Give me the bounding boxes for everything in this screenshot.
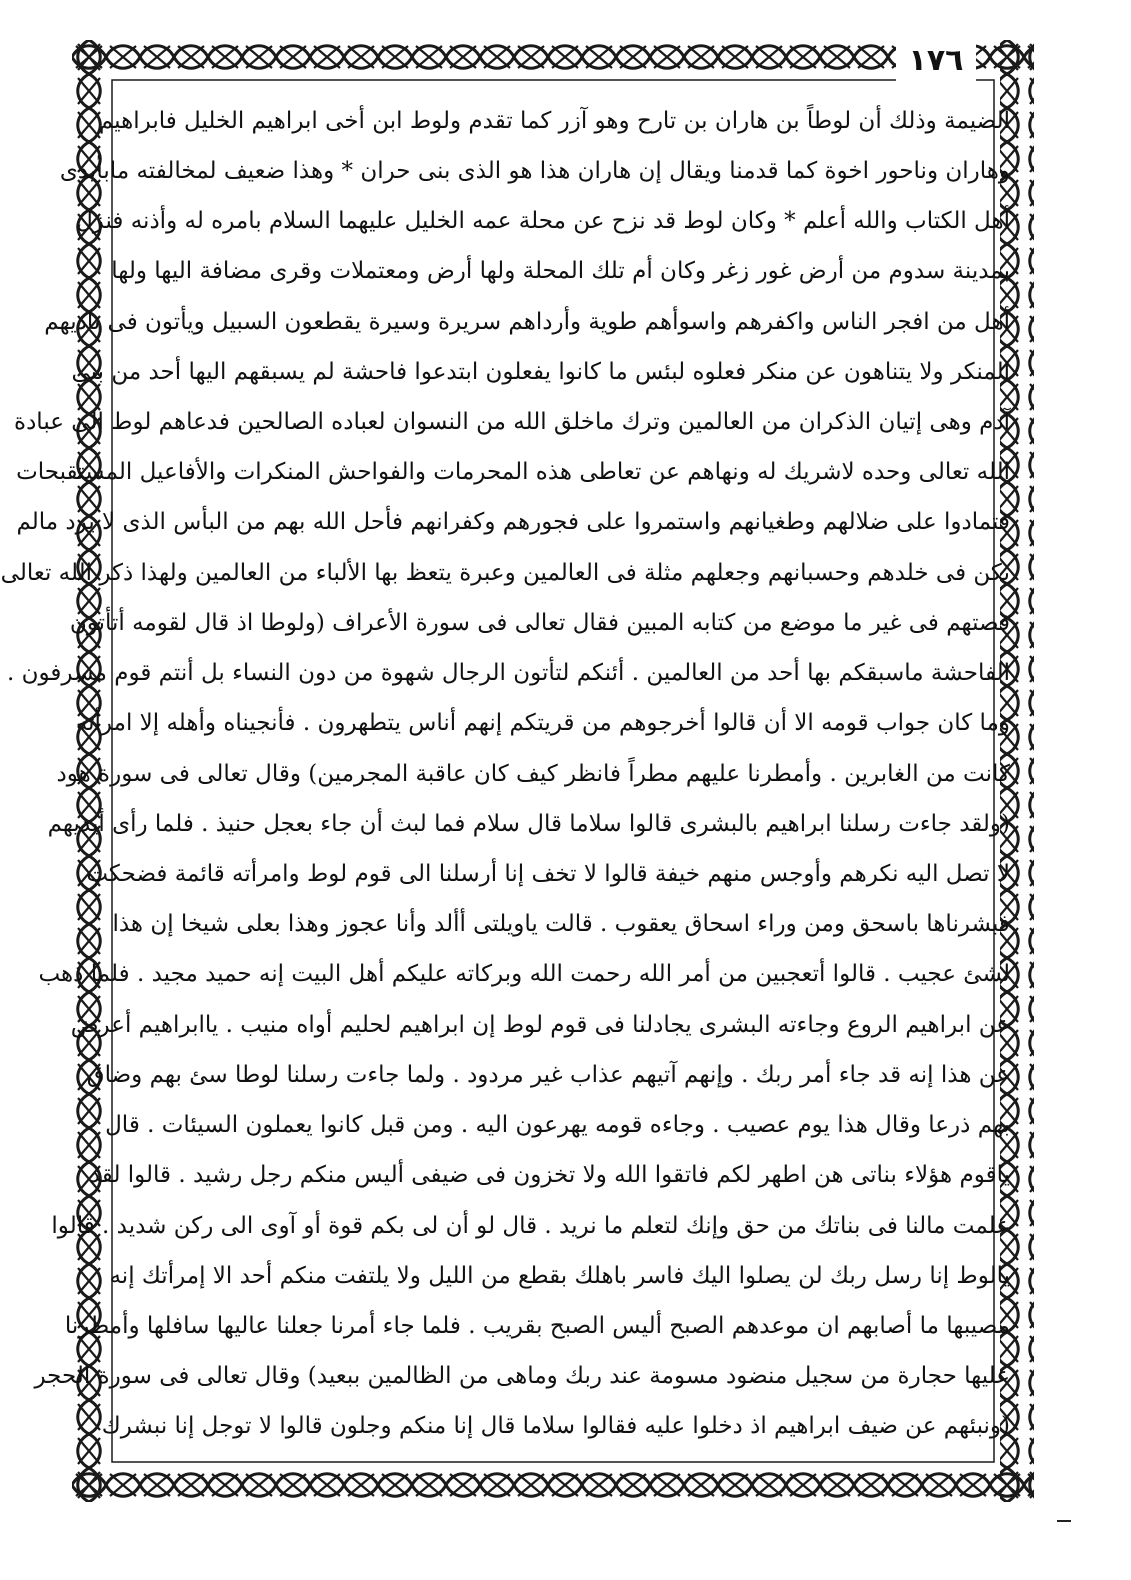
text-line: بمدينة سدوم من أرض غور زغر وكان أم تلك المحلة ولها أرض ومعتملات وقرى مضافة اليها ولها <box>111 258 1010 284</box>
text-line: فتمادوا على ضلالهم وطغيانهم واستمروا على فجورهم وكفرانهم فأحل الله بهم من البأس الذى لا يرد مالم <box>16 509 1010 535</box>
text-line: قصتهم فى غير ما موضع من كتابه المبين فقال تعالى فى سورة الأعراف (ولوطا اذ قال لقومه أتأتون <box>69 610 1010 636</box>
text-line: أهل الكتاب والله أعلم * وكان لوط قد نزح عن محلة عمه الخليل عليهما السلام بامره له وأذنه فنزل <box>76 208 1010 234</box>
text-line: وهاران وناحور اخوة كما قدمنا ويقال إن هاران هذا هو الذى بنى حران * وهذا ضعيف لمخالفته مابأيدى <box>59 158 1010 184</box>
text-line: عن هذا إنه قد جاء أمر ربك . وإنهم آتيهم عذاب غير مردود . ولما جاءت رسلنا لوطا سئ بهم وضاق <box>86 1062 1010 1088</box>
text-line: ياقوم هؤلاء بناتى هن اطهر لكم فاتقوا الله ولا تخزون فى ضيفى أليس منكم رجل رشيد . قالوا لقد <box>89 1162 1010 1188</box>
text-line: (ولقد جاءت رسلنا ابراهيم بالبشرى قالوا سلاما قال سلام فما لبث أن جاء بعجل حنيذ . فلما رأى أيديهم <box>47 811 1010 837</box>
text-line: (ونبئهم عن ضيف ابراهيم اذ دخلوا عليه فقالوا سلاما قال إنا منكم وجلون قالوا لا توجل إنا نبشرك <box>101 1413 1010 1439</box>
page-number: ١٧٦ <box>896 38 976 84</box>
text-line: الضيمة وذلك أن لوطاً بن هاران بن تارح وهو آزر كما تقدم ولوط ابن أخى ابراهيم الخليل فابراهيم <box>98 108 1010 134</box>
scan-mark <box>1057 1520 1071 1522</box>
text-line: المنكر ولا يتناهون عن منكر فعلوه لبئس ما كانوا يفعلون ابتدعوا فاحشة لم يسبقهم اليها أحد من بنى <box>71 359 1010 385</box>
text-line: بهم ذرعا وقال هذا يوم عصيب . وجاءه قومه يهرعون اليه . ومن قبل كانوا يعملون السيئات . قال <box>105 1112 1010 1138</box>
text-line: علمت مالنا فى بناتك من حق وإنك لتعلم ما نريد . قال لو أن لى بكم قوة أو آوى الى ركن شديد . قالوا <box>51 1213 1010 1239</box>
text-line: مصيبها ما أصابهم ان موعدهم الصبح أليس الصبح بقريب . فلما جاء أمرنا جعلنا عاليها سافلها وأمطرنا <box>64 1313 1010 1339</box>
text-line: يالوط إنا رسل ربك لن يصلوا اليك فاسر باهلك بقطع من الليل ولا يلتفت منكم أحد الا إمرأتك إنه <box>109 1263 1010 1289</box>
text-line: عليها حجارة من سجيل منضود مسومة عند ربك وماهى من الظالمين ببعيد) وقال تعالى فى سورة الحجر <box>34 1363 1010 1389</box>
text-line: أهل من افجر الناس واكفرهم واسوأهم طوية وأرداهم سريرة وسيرة يقطعون السبيل ويأتون فى ناديهم <box>44 309 1010 335</box>
text-line: وما كان جواب قومه الا أن قالوا أخرجوهم من قريتكم إنهم أناس يتطهرون . فأنجيناه وأهله إلا امرأته <box>75 710 1010 736</box>
text-line: لا تصل اليه نكرهم وأوجس منهم خيفة قالوا لا تخف إنا أرسلنا الى قوم لوط وامرأته قائمة فضحكت <box>86 861 1010 887</box>
text-line: لشئ عجيب . قالوا أتعجبين من أمر الله رحمت الله وبركاته عليكم أهل البيت إنه حميد مجيد . فلما ذهب <box>38 961 1010 987</box>
text-body <box>0 96 1010 1452</box>
text-line: آدم وهى إتيان الذكران من العالمين وترك ماخلق الله من النسوان لعباده الصالحين فدعاهم لوط الى عبادة <box>14 409 1010 435</box>
text-line: الفاحشة ماسبقكم بها أحد من العالمين . أئنكم لتأتون الرجال شهوة من دون النساء بل أنتم قوم مسرفون . <box>6 660 1010 686</box>
text-line: الله تعالى وحده لاشريك له ونهاهم عن تعاطى هذه المحرمات والفواحش المنكرات والأفاعيل المستقبحات <box>16 459 1010 485</box>
text-line: عن ابراهيم الروع وجاءته البشرى يجادلنا فى قوم لوط إن ابراهيم لحليم أواه منيب . ياابراهيم أعرض <box>70 1012 1010 1038</box>
text-line: يكن فى خلدهم وحسبانهم وجعلهم مثلة فى العالمين وعبرة يتعظ بها الألباء من العالمين ولهذا ذكر الله تعالى <box>0 560 1010 586</box>
text-line: فبشرناها باسحق ومن وراء اسحاق يعقوب . قالت ياويلتى أألد وأنا عجوز وهذا بعلى شيخا إن هذا <box>112 911 1010 937</box>
text-line: كانت من الغابرين . وأمطرنا عليهم مطراً فانظر كيف كان عاقبة المجرمين) وقال تعالى فى سورة هود <box>56 761 1010 787</box>
